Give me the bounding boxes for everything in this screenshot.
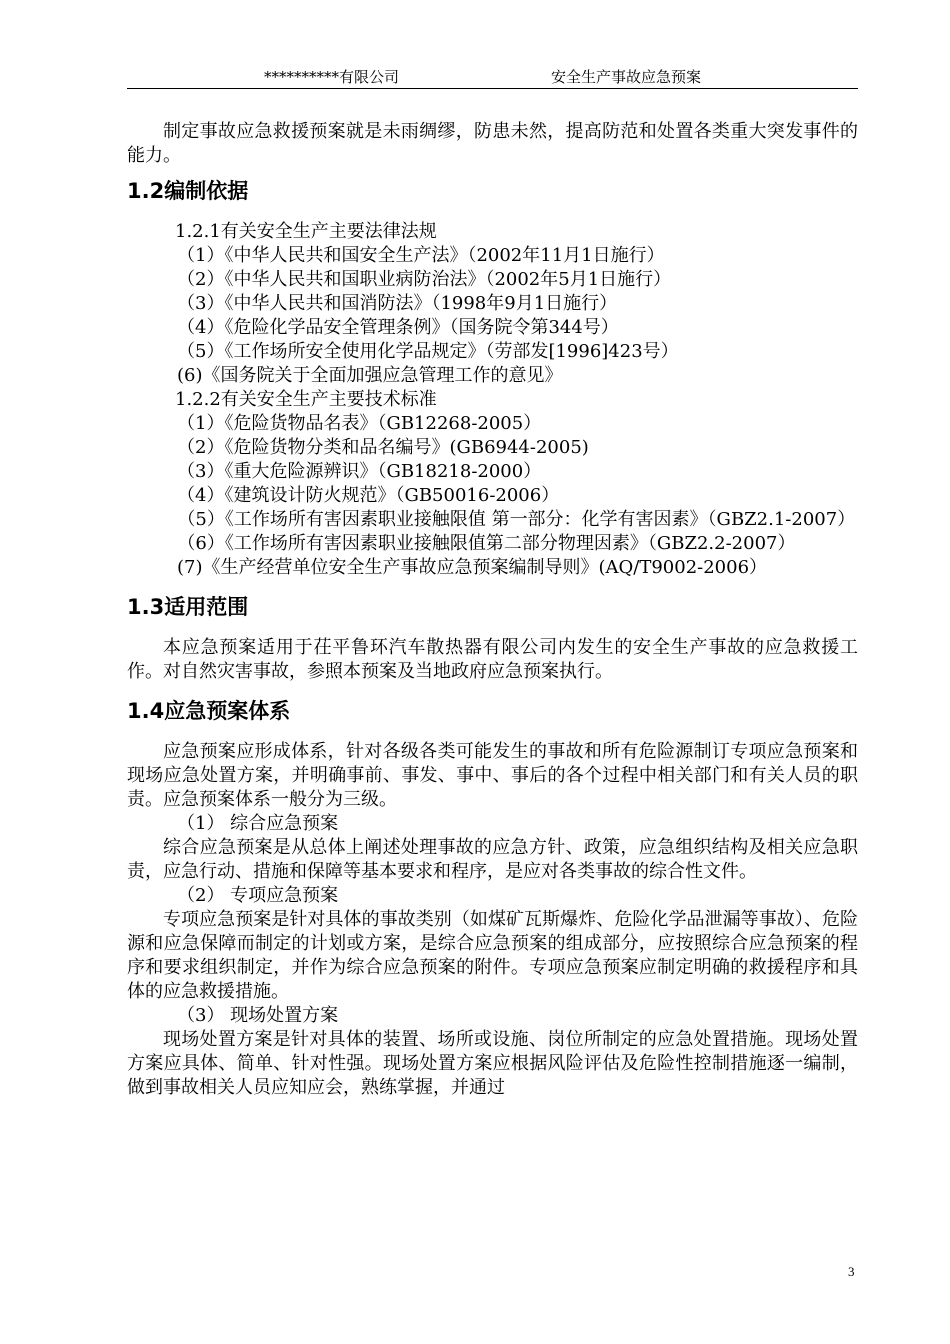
standard-item: （4）《建筑设计防火规范》（GB50016-2006） [177,485,560,506]
law-item: （5）《工作场所安全使用化学品规定》（劳部发[1996]423号） [177,341,679,362]
system-intro-paragraph: 应急预案应形成体系，针对各级各类可能发生的事故和所有危险源制订专项应急预案和现场应急处置方案，并明确事前、事发、事中、事后的各个过程中相关部门和有关人员的职责。应急预案体系一般分为三级。 [127,741,858,810]
section-heading-1-4: 1.4应急预案体系 [127,699,291,723]
section-heading-1-3: 1.3适用范围 [127,595,249,619]
law-item: （2）《中华人民共和国职业病防治法》（2002年5月1日施行） [177,269,672,290]
plan-type-title: （1） 综合应急预案 [177,813,339,834]
section-heading-1-2: 1.2编制依据 [127,179,249,203]
standard-item: （5）《工作场所有害因素职业接触限值 第一部分：化学有害因素》（GBZ2.1-2007） [177,509,856,530]
intro-paragraph: 制定事故应急救援预案就是未雨绸缪，防患未然，提高防范和处置各类重大突发事件的能力。 [127,121,858,166]
scope-paragraph: 本应急预案适用于茌平鲁环汽车散热器有限公司内发生的安全生产事故的应急救援工作。对自然灾害事故，参照本预案及当地政府应急预案执行。 [127,637,858,682]
page-content [127,120,858,1100]
standard-item: （3）《重大危险源辨识》（GB18218-2000） [177,461,542,482]
header-doc-title: 安全生产事故应急预案 [551,68,702,86]
header-company: **********有限公司 [264,68,400,86]
standard-item: （6）《工作场所有害因素职业接触限值第二部分物理因素》（GBZ2.2-2007） [177,533,796,554]
page-number: 3 [848,1264,855,1279]
subsection-title-1-2-2: 1.2.2有关安全生产主要技术标准 [175,389,437,410]
law-item: (6)《国务院关于全面加强应急管理工作的意见》 [177,365,563,386]
standard-item: (7)《生产经营单位安全生产事故应急预案编制导则》(AQ/T9002-2006） [177,557,768,578]
page-header [127,62,858,89]
plan-type-title: （3） 现场处置方案 [177,1005,339,1026]
standard-item: （1）《危险货物品名表》（GB12268-2005） [177,413,542,434]
plan-type-body: 综合应急预案是从总体上阐述处理事故的应急方针、政策，应急组织结构及相关应急职责，应急行动、措施和保障等基本要求和程序，是应对各类事故的综合性文件。 [127,837,858,882]
subsection-title-1-2-1: 1.2.1有关安全生产主要法律法规 [175,221,437,242]
law-item: （3）《中华人民共和国消防法》（1998年9月1日施行） [177,293,618,314]
plan-type-body: 专项应急预案是针对具体的事故类别（如煤矿瓦斯爆炸、危险化学品泄漏等事故）、危险源和应急保障而制定的计划或方案，是综合应急预案的组成部分，应按照综合应急预案的程序和要求组织制定，并作为综合应急预案的附件。专项应急预案应制定明确的救援程序和具体的应急救援措施。 [127,909,858,1002]
standard-item: （2）《危险货物分类和品名编号》(GB6944-2005) [177,437,589,458]
plan-type-title: （2） 专项应急预案 [177,885,339,906]
plan-type-body: 现场处置方案是针对具体的装置、场所或设施、岗位所制定的应急处置措施。现场处置方案应具体、简单、针对性强。现场处置方案应根据风险评估及危险性控制措施逐一编制，做到事故相关人员应知应会，熟练掌握，并通过 [127,1029,858,1098]
law-item: （4）《危险化学品安全管理条例》（国务院令第344号） [177,317,619,338]
law-item: （1）《中华人民共和国安全生产法》（2002年11月1日施行） [177,245,665,266]
